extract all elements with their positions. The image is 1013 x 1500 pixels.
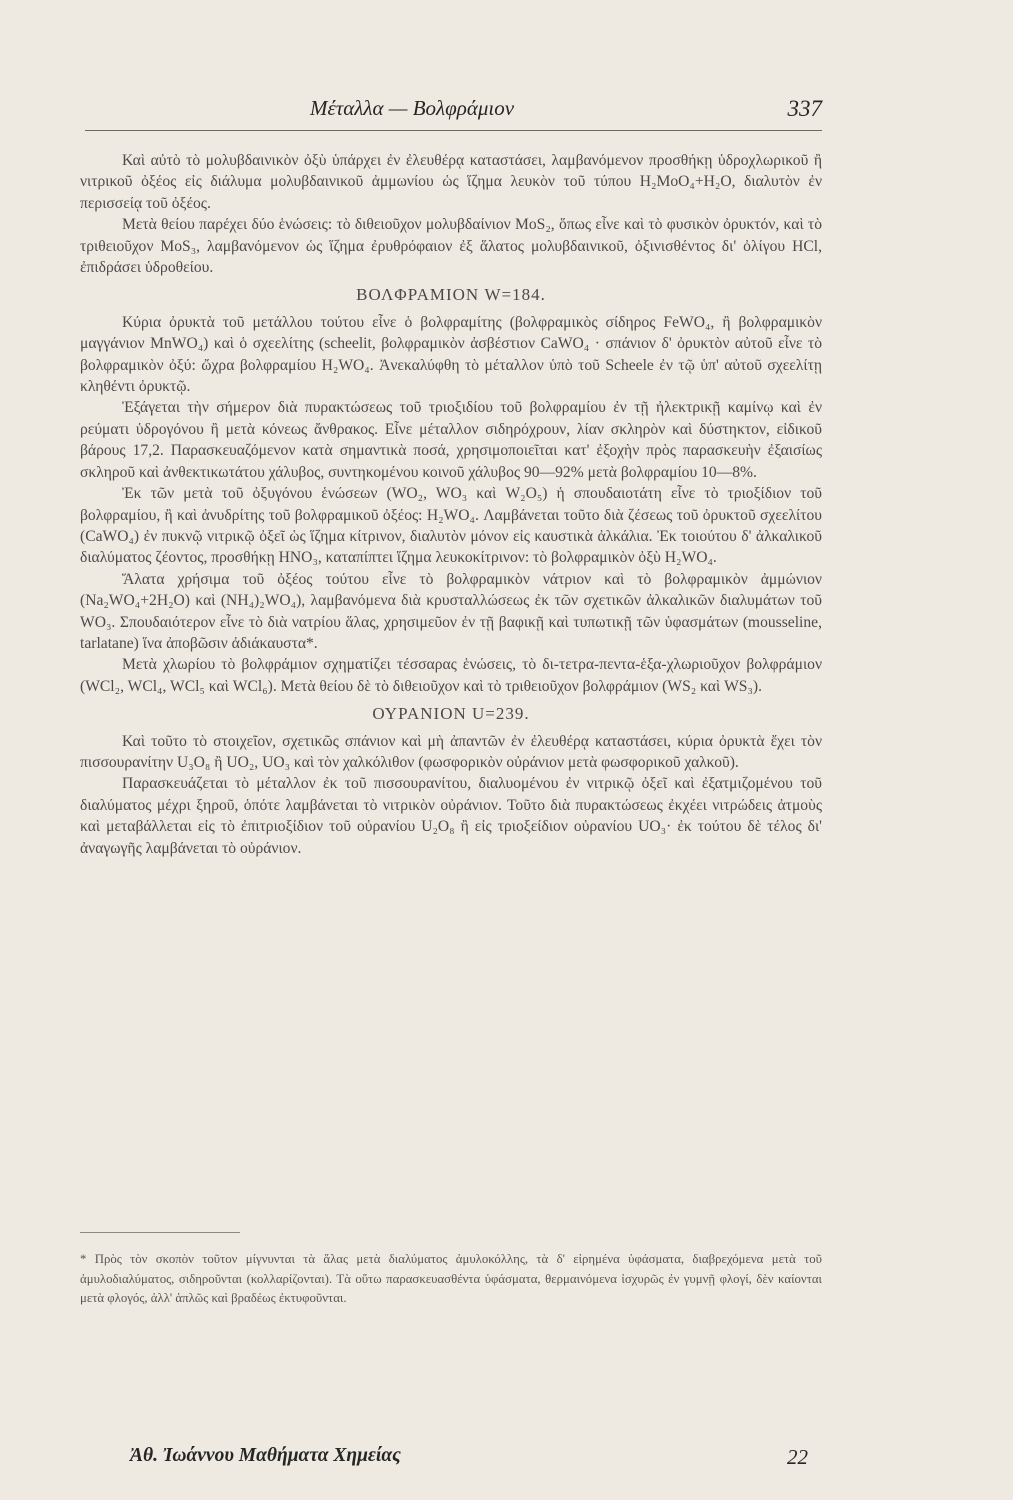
paragraph: Μετὰ θείου παρέχει δύο ἑνώσεις: τὸ διθειοῦχον μολυβδαίνιον MoS₂, ὅπως εἶνε καὶ τὸ φυσικὸν ὀρυκτόν, καὶ τὸ τριθειοῦχον MoS₃, λαμβανόμενον ὡς ἵζημα ἐρυθρόφαιον ἐξ ἅλατος μολυβδαινικοῦ, ὀξινισθέντος δι' ὀλίγου HCl, ἐπιδράσει ὑδροθείου. bbox=[80, 216, 822, 277]
paragraph: Ἐξάγεται τὴν σήμερον διὰ πυρακτώσεως τοῦ τριοξιδίου τοῦ βολφραμίου ἐν τῇ ἠλεκτρικῇ καμίνῳ καὶ ἐν ρεύματι ὑδρογόνου ἢ μετὰ κόνεως ἄνθρακος. Εἶνε μέταλλον σιδηρόχρουν, λίαν σκληρὸν καὶ δύστηκτον, εἰδικοῦ βάρους 17,2. Παρασκευαζόμενον κατὰ σημαντικὰ ποσά, χρησιμοποιεῖται κατ' ἐξοχὴν πρὸς παρασκευὴν ἐξαισίως σκληροῦ καὶ ἀνθεκτικωτάτου χάλυβος, συντηκομένου κοινοῦ χάλυβος 90—92% μετὰ βολφραμίου 10—8%. bbox=[80, 399, 822, 481]
sheet-number: 22 bbox=[787, 1445, 808, 1469]
running-title: Μέταλλα — Βολφράμιον bbox=[310, 96, 515, 120]
paragraph: Ἅλατα χρήσιμα τοῦ ὀξέος τούτου εἶνε τὸ βολφραμικὸν νάτριον καὶ τὸ βολφραμικὸν ἀμμώνιον (Na₂WO₄+2H₂O) καὶ (NH₄)₂WO₄), λαμβανόμενα διὰ κρυσταλλώσεως ἐκ τῶν σχετικῶν ἀλκαλικῶν διαλυμάτων τοῦ WO₃. Σπουδαιότερον εἶνε τὸ διὰ νατρίου ἅλας, χρησιμεῦον ἐν τῇ βαφικῇ καὶ τυπωτικῇ τῶν ὑφασμάτων (mousseline, tarlatane) ἵνα ἀποβῶσιν ἀδιάκαυστα*. bbox=[80, 570, 822, 652]
header-rule bbox=[85, 130, 822, 131]
footnote-rule bbox=[80, 1232, 240, 1233]
paragraph: Κύρια ὀρυκτὰ τοῦ μετάλλου τούτου εἶνε ὁ βολφραμίτης (βολφραμικὸς σίδηρος FeWO₄, ἢ βολφραμικὸν μαγγάνιον MnWO₄) καὶ ὁ σχεελίτης (scheelit, βολφραμικὸν ἀσβέστιον CaWO₄ · σπάνιον δ' ὀρυκτὸν αὐτοῦ εἶνε τὸ βολφραμικὸν ὀξύ: ὤχρα βολφραμίου H₂WO₄. Ἀνεκαλύφθη τὸ μέταλλον ὑπὸ τοῦ Scheele ἐν τῷ ὑπ' αὐτοῦ σχεελίτῃ κληθέντι ὀρυκτῷ. bbox=[80, 313, 822, 396]
paragraph: Παρασκευάζεται τὸ μέταλλον ἐκ τοῦ πισσουρανίτου, διαλυομένου ἐν νιτρικῷ ὀξεῖ καὶ ἐξατμιζομένου τοῦ διαλύματος μέχρι ξηροῦ, ὁπότε λαμβάνεται τὸ νιτρικὸν οὐράνιον. Τοῦτο διὰ πυρακτώσεως ἐκχέει νιτρώδεις ἀτμοὺς καὶ μεταβάλλεται εἰς τὸ ἐπιτριοξίδιον τοῦ οὐρανίου U₂O₈ ἢ εἰς τριοξείδιον οὐρανίου UO₃· ἐκ τούτου δὲ τέλος δι' ἀναγωγῆς λαμβάνεται τὸ οὐράνιον. bbox=[80, 775, 822, 857]
paragraph: Καὶ τοῦτο τὸ στοιχεῖον, σχετικῶς σπάνιον καὶ μὴ ἀπαντῶν ἐν ἐλευθέρᾳ καταστάσει, κύρια ὀρυκτὰ ἔχει τὸν πισσουρανίτην U₃O₈ ἢ UO₂, UO₃ καὶ τὸν χαλκόλιθον (φωσφορικὸν οὐράνιον μετὰ φωσφορικοῦ χαλκοῦ). bbox=[80, 732, 822, 771]
page-body bbox=[80, 150, 822, 859]
section-title-tungsten: ΒΟΛΦΡΑΜΙΟΝ W=184. bbox=[356, 285, 546, 305]
printer-signature: Ἀθ. Ἰωάννου Μαθήματα Χημείας bbox=[130, 1445, 401, 1466]
paragraph: Καὶ αὐτὸ τὸ μολυβδαινικὸν ὀξὺ ὑπάρχει ἐν ἐλευθέρᾳ καταστάσει, λαμβανόμενον προσθήκῃ ὑδροχλωρικοῦ ἢ νιτρικοῦ ὀξέος εἰς διάλυμα μολυβδαινικοῦ ἀμμωνίου ὡς ἵζημα λευκὸν τοῦ τύπου H₂MoO₄+H₂O, διαλυτὸν ἐν περισσείᾳ τοῦ ὀξέος. bbox=[80, 152, 822, 212]
page-footer bbox=[80, 1445, 822, 1475]
paragraph: Ἐκ τῶν μετὰ τοῦ ὀξυγόνου ἑνώσεων (WO₂, WO₃ καὶ W₂O₅) ἡ σπουδαιοτάτη εἶνε τὸ τριοξίδιον τοῦ βολφραμίου, ἢ καὶ ἀνυδρίτης τοῦ βολφραμικοῦ ὀξέος: H₂WO₄. Λαμβάνεται τοῦτο διὰ ζέσεως τοῦ ὀρυκτοῦ σχεελίτου (CaWO₄) ἐν πυκνῷ νιτρικῷ ὀξεῖ ὡς ἵζημα κίτρινον, διαλυτὸν μόνον εἰς καυστικὰ ἀλκάλια. Ἐκ τοιούτου δ' ἀλκαλικοῦ διαλύματος ζέοντος, προσθήκῃ HNO₃, καταπίπτει ἵζημα λευκοκίτρινον: τὸ βολφραμικὸν ὀξὺ H₂WO₄. bbox=[80, 485, 822, 567]
page-header bbox=[80, 96, 822, 126]
section-title-uranium: ΟΥΡΑΝΙΟΝ U=239. bbox=[372, 704, 530, 724]
paragraph: Μετὰ χλωρίου τὸ βολφράμιον σχηματίζει τέσσαρας ἑνώσεις, τὸ δι-τετρα-πεντα-ἑξα-χλωριοῦχον βολφράμιον (WCl₂, WCl₄, WCl₅ καὶ WCl₆). Μετὰ θείου δὲ τὸ διθειοῦχον καὶ τὸ τριθειοῦχον βολφράμιον (WS₂ καὶ WS₃). bbox=[80, 656, 822, 695]
footnote: * Πρὸς τὸν σκοπὸν τοῦτον μίγνυνται τὰ ἅλας μετὰ διαλύματος ἀμυλοκόλλης, τὰ δ' εἰρημένα ὑφάσματα, διαβρεχόμενα μετὰ τοῦ ἀμυλοδιαλύματος, σιδηροῦνται (κολλαρίζονται). Τὰ οὕτω παρασκευασθέντα ὑφάσματα, θερμαινόμενα ἰσχυρῶς ἐν γυμνῇ φλογί, δὲν καίονται μετὰ φλογός, ἀλλ' ἁπλῶς καὶ βραδέως ἐκτυφοῦνται. bbox=[80, 1252, 822, 1305]
page-number: 337 bbox=[787, 96, 822, 121]
